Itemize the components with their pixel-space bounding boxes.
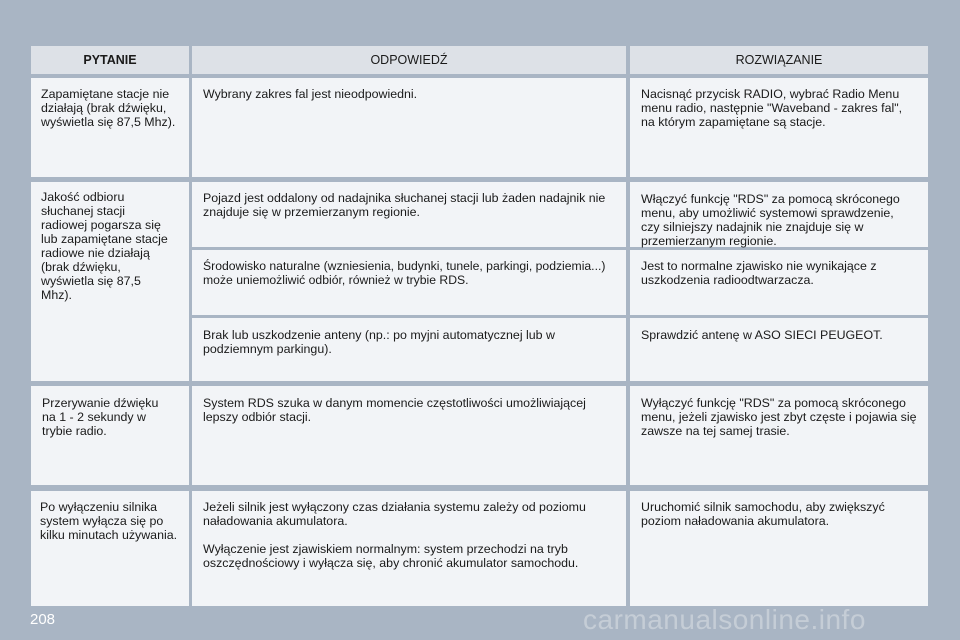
row4-answer-paragraph-2: Wyłączenie jest zjawiskiem normalnym: system przechodzi na tryb oszczędnościowy i wyłącza się, aby chronić akumulator samochodu. bbox=[203, 542, 579, 570]
row4-solution: Uruchomić silnik samochodu, aby zwiększyć poziom naładowania akumulatora. bbox=[630, 491, 928, 606]
row4-answer bbox=[192, 491, 626, 606]
page-number: 208 bbox=[30, 611, 56, 628]
row1-question: Zapamiętane stacje nie działają (brak dźwięku, wyświetla się 87,5 Mhz). bbox=[31, 78, 189, 177]
row1-solution: Nacisnąć przycisk RADIO, wybrać Radio Menu menu radio, następnie "Waveband - zakres fal", na którym zapamiętane są stacje. bbox=[630, 78, 928, 177]
row3-answer: System RDS szuka w danym momencie częstotliwości umożliwiającej lepszy odbiór stacji. bbox=[192, 386, 626, 485]
header-question: PYTANIE bbox=[31, 46, 189, 74]
row2-solution-1: Włączyć funkcję "RDS" za pomocą skróconego menu, aby umożliwić systemowi sprawdzenie, czy silniejszy nadajnik nie znajduje się w przemierzanym regionie. bbox=[630, 182, 928, 247]
header-answer: ODPOWIEDŹ bbox=[192, 46, 626, 74]
header-solution: ROZWIĄZANIE bbox=[630, 46, 928, 74]
row2-question: Jakość odbioru słuchanej stacji radiowej pogarsza się lub zapamiętane stacje radiowe nie działają (brak dźwięku, wyświetla się 87,5 Mhz). bbox=[31, 182, 189, 381]
row2-solution-2: Jest to normalne zjawisko nie wynikające z uszkodzenia radioodtwarzacza. bbox=[630, 250, 928, 315]
row4-question: Po wyłączeniu silnika system wyłącza się po kilku minutach używania. bbox=[31, 491, 189, 606]
row1-answer: Wybrany zakres fal jest nieodpowiedni. bbox=[192, 78, 626, 177]
row4-answer-paragraph-1: Jeżeli silnik jest wyłączony czas działania systemu zależy od poziomu naładowania akumulatora. bbox=[203, 500, 586, 528]
row3-solution: Wyłączyć funkcję "RDS" za pomocą skróconego menu, jeżeli zjawisko jest zbyt częste i pojawia się zawsze na tej samej trasie. bbox=[630, 386, 928, 485]
row2-answer-2: Środowisko naturalne (wzniesienia, budynki, tunele, parkingi, podziemia...) może uniemożliwić odbiór, również w trybie RDS. bbox=[192, 250, 626, 315]
row2-solution-3: Sprawdzić antenę w ASO SIECI PEUGEOT. bbox=[630, 318, 928, 381]
watermark: carmanualsonline.info bbox=[583, 604, 866, 635]
row2-answer-3: Brak lub uszkodzenie anteny (np.: po myjni automatycznej lub w podziemnym parkingu). bbox=[192, 318, 626, 381]
row3-question: Przerywanie dźwięku na 1 - 2 sekundy w trybie radio. bbox=[31, 386, 189, 485]
row2-answer-1: Pojazd jest oddalony od nadajnika słuchanej stacji lub żaden nadajnik nie znajduje się w przemierzanym regionie. bbox=[192, 182, 626, 247]
